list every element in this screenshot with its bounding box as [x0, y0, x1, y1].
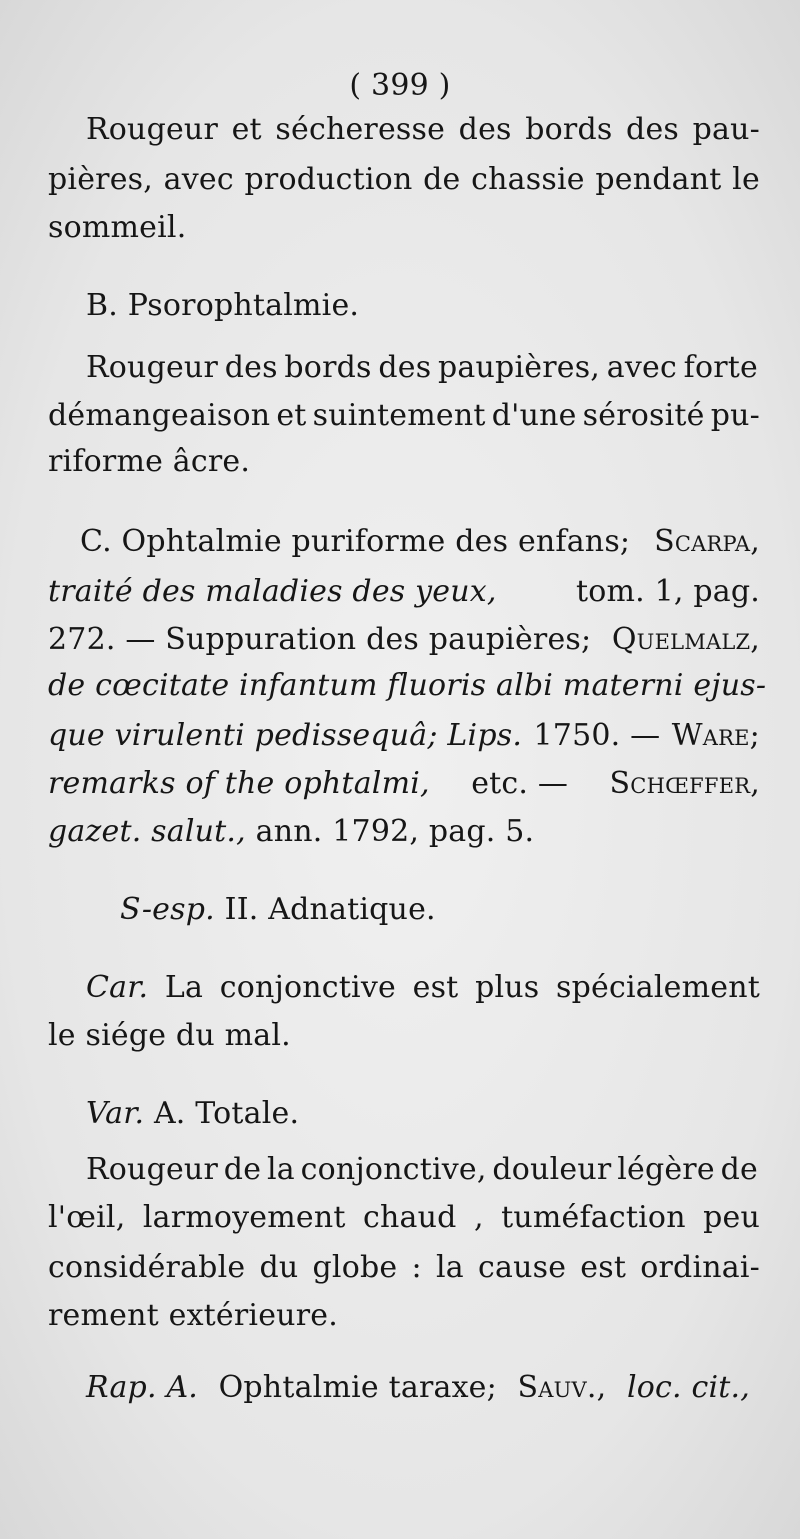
section-b-heading: B. Psorophtalmie.	[86, 288, 360, 323]
variety-a-line-2: l'œil, larmoyement chaud , tuméfaction peu	[48, 1200, 760, 1235]
characters-line-2: le siége du mal.	[48, 1018, 291, 1053]
paragraph-2-line-1: Rougeur des bords des paupières, avec forte	[86, 350, 758, 385]
paragraph-1-line-2: pières, avec production de chassie pendant le	[48, 162, 760, 197]
paragraph-2-line-3: riforme âcre.	[48, 444, 251, 479]
subspecies-heading: S-esp. II. Adnatique.	[120, 892, 436, 927]
paragraph-1-line-3: sommeil.	[48, 210, 187, 245]
section-c-line-6: remarks of the ophtalmi, etc. — Schœffer,	[48, 766, 760, 801]
variety-a-heading: Var. A. Totale.	[86, 1096, 300, 1131]
section-c-line-4: de cœcitate infantum fluoris albi materni ejus-	[48, 668, 767, 703]
rapport-a-line: Rap. A. Ophtalmie taraxe; Sauv., loc. cit.,	[86, 1370, 750, 1405]
page-number: ( 399 )	[349, 68, 451, 103]
section-c-line-2: traité des maladies des yeux, tom. 1, pag.	[48, 574, 760, 609]
variety-a-line-1: Rougeur de la conjonctive, douleur légère de	[86, 1152, 758, 1187]
section-c-line-3: 272. — Suppuration des paupières; Quelmalz,	[48, 622, 760, 657]
paragraph-2-line-2: démangeaison et suintement d'une sérosité pu-	[48, 398, 760, 433]
paragraph-1-line-1: Rougeur et sécheresse des bords des pau-	[86, 112, 760, 147]
section-c-line-5: que virulenti pedissequâ; Lips. 1750. — Ware;	[48, 718, 760, 753]
variety-a-line-3: considérable du globe : la cause est ordinai-	[48, 1250, 760, 1285]
section-c-line-7: gazet. salut., ann. 1792, pag. 5.	[48, 814, 535, 849]
characters-line-1: Car. La conjonctive est plus spécialement	[86, 970, 760, 1005]
variety-a-line-4: rement extérieure.	[48, 1298, 338, 1333]
section-c-line-1: C. Ophtalmie puriforme des enfans; Scarpa,	[80, 524, 760, 559]
